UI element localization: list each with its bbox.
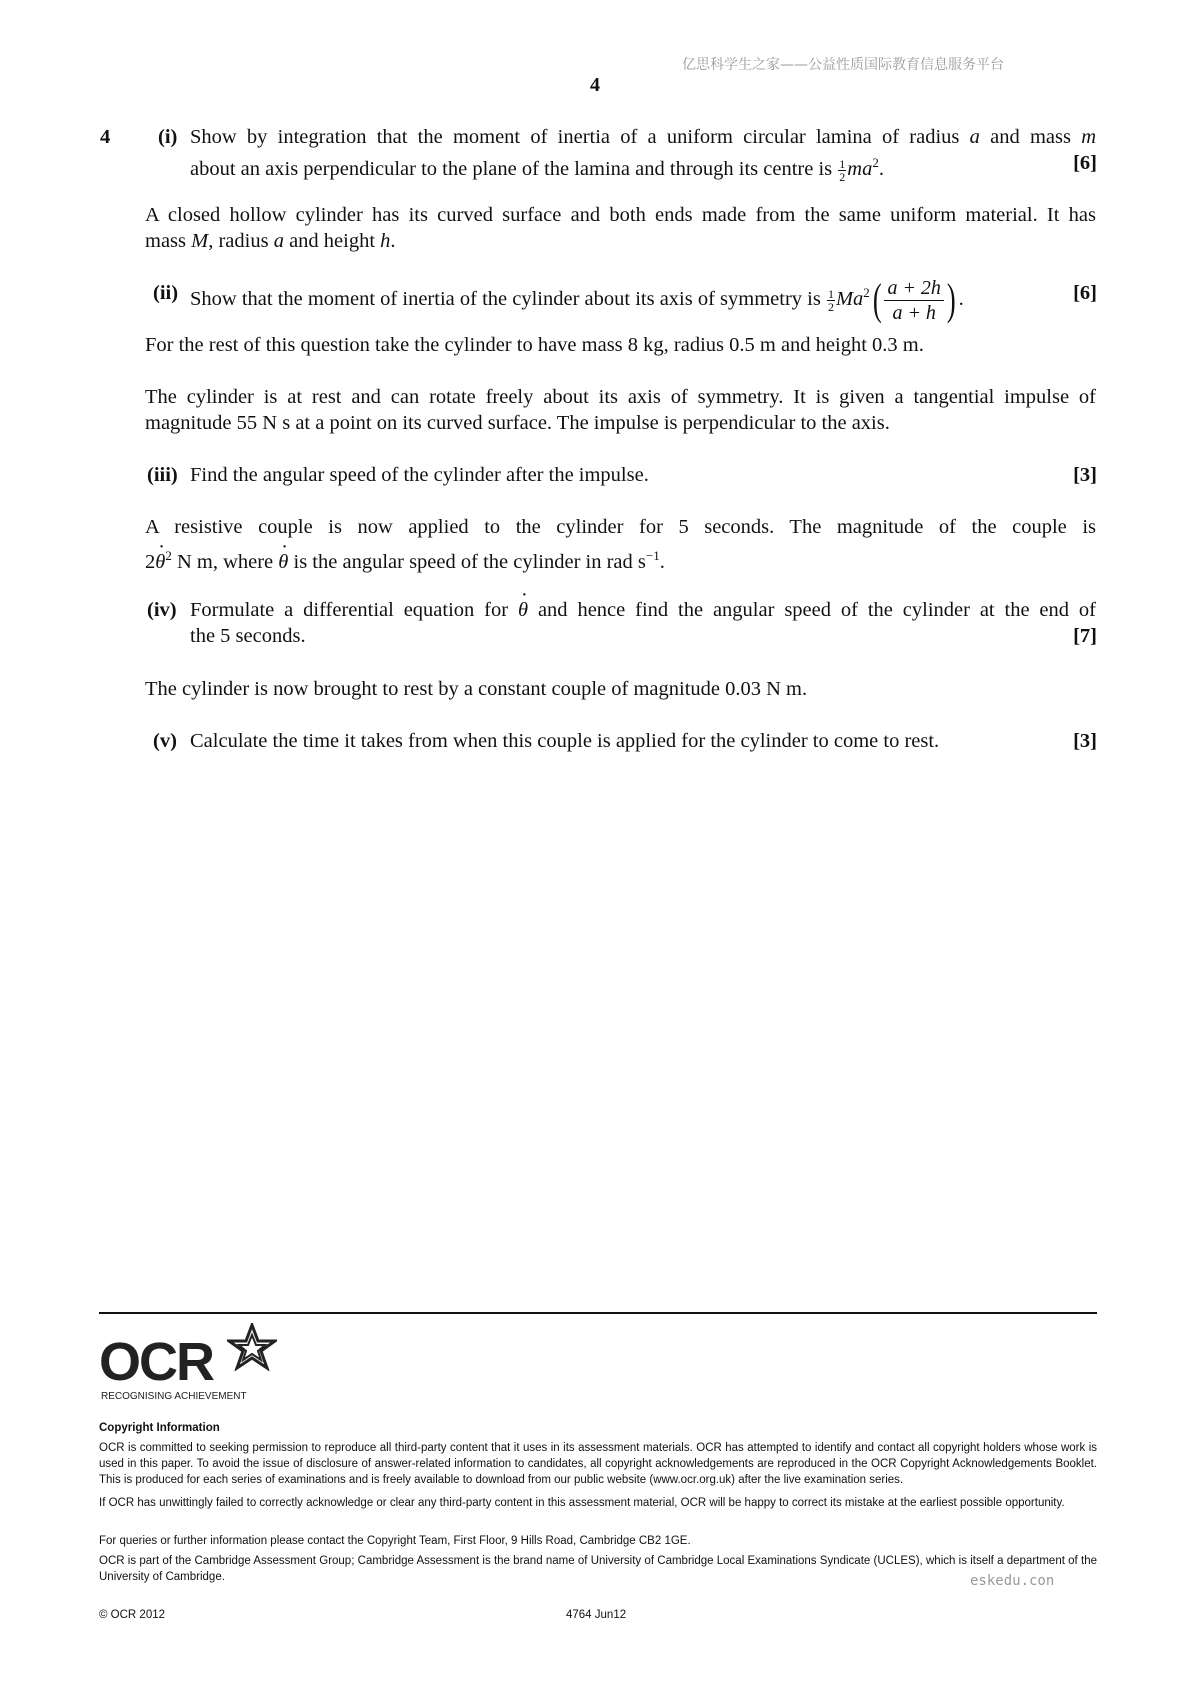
var-a: a bbox=[969, 126, 980, 148]
couple-mid: N m, where bbox=[176, 550, 274, 573]
brought-text: The cylinder is now brought to rest by a constant couple of magnitude 0.03 N m. bbox=[145, 678, 808, 700]
part-iv-line2: the 5 seconds. bbox=[190, 625, 306, 647]
couple-coef: 2 bbox=[145, 550, 156, 573]
and-mass: and mass bbox=[990, 126, 1071, 148]
fraction-half-2: $\frac{1}{2}$ bbox=[827, 286, 834, 314]
copyright-heading: Copyright Information bbox=[99, 1422, 220, 1434]
radius-text: , radius bbox=[208, 230, 269, 252]
part-ii-body: Show that the moment of inertia of the cylinder about its axis of symmetry is bbox=[190, 287, 821, 310]
footer-rule bbox=[99, 1312, 1097, 1314]
copyright-para-4: OCR is part of the Cambridge Assessment Group; Cambridge Assessment is the brand name of University of Cambridge Local Examinations Syndicate (UCLES), which is itself a department of the University of Cambridge. bbox=[99, 1555, 1097, 1583]
mass-text: mass bbox=[145, 230, 186, 252]
watermark-bottom: eskedu.con bbox=[970, 1573, 1055, 1589]
couple-end: is the angular speed of the cylinder in rad s bbox=[293, 550, 646, 573]
part-iii-marks: [3] bbox=[1073, 464, 1097, 486]
var-M: M bbox=[191, 230, 209, 252]
part-i-result: ma bbox=[847, 157, 873, 180]
right-paren: ) bbox=[946, 275, 956, 325]
part-ii-label: (ii) bbox=[153, 282, 179, 304]
ocr-logo bbox=[99, 1323, 279, 1403]
part-ii-marks: [6] bbox=[1073, 282, 1097, 304]
copyright-para-1: OCR is committed to seeking permission to reproduce all third-party content that it uses in its assessment materials. OCR has attempted to identify and contact all copyright holders whose work is used in this paper. To avoid the issue of disclosure of answer-related information to candidates, all copyright acknowledgements are reproduced in the OCR Copyright Acknowledgements Booklet. This is produced for each series of examinations and is freely available to download from our public website (www.ocr.org.uk) after the live examination series. bbox=[99, 1442, 1097, 1486]
part-i-line2: about an axis perpendicular to the plane of the lamina and through its centre is $\frac{1}{2}$ $ma^2$. bbox=[190, 155, 884, 184]
theta-dot: · θ bbox=[155, 549, 165, 575]
left-paren: ( bbox=[872, 275, 882, 325]
question-number: 4 bbox=[100, 126, 111, 148]
rest-text: For the rest of this question take the cylinder to have mass 8 kg, radius 0.5 m and height 0.3 m. bbox=[145, 334, 924, 356]
part-iv-marks: [7] bbox=[1073, 625, 1097, 647]
watermark-top: 亿思科学生之家——公益性质国际教育信息服务平台 bbox=[682, 57, 1004, 73]
part-v-marks: [3] bbox=[1073, 730, 1097, 752]
part-v-text: Calculate the time it takes from when this couple is applied for the cylinder to come to rest. bbox=[190, 730, 940, 752]
part-i-marks: [6] bbox=[1073, 152, 1097, 174]
part-iv-line1 bbox=[190, 597, 1096, 623]
ocr-tagline: RECOGNISING ACHIEVEMENT bbox=[101, 1391, 247, 1402]
ratio-fraction bbox=[884, 276, 944, 325]
page-number: 4 bbox=[590, 74, 600, 96]
copyright-para-2: If OCR has unwittingly failed to correctly acknowledge or clear any third-party content in this assessment material, OCR will be happy to correct its mistake at the earliest possible opportunity. bbox=[99, 1497, 1065, 1509]
denominator: a + h bbox=[892, 301, 936, 324]
part-iv-label: (iv) bbox=[147, 599, 177, 621]
part-iv-text-a: Formulate a differential equation for bbox=[190, 599, 509, 621]
impulse-line2: magnitude 55 N s at a point on its curved surface. The impulse is perpendicular to the axis. bbox=[145, 412, 890, 434]
var-h: h bbox=[380, 230, 391, 252]
part-i-label: (i) bbox=[158, 126, 178, 148]
theta-dot-2: · θ bbox=[278, 549, 288, 575]
numerator: a + 2h bbox=[884, 276, 944, 301]
part-i-line1 bbox=[190, 124, 1096, 150]
copyright-para-3: For queries or further information please contact the Copyright Team, First Floor, 9 Hills Road, Cambridge CB2 1GE. bbox=[99, 1535, 691, 1547]
var-m: m bbox=[1081, 126, 1096, 148]
part-ii-text: Show that the moment of inertia of the cylinder about its axis of symmetry is $\frac{1}{2}$ Ma$^2$( $\frac{a + 2h}{a + h}$ ) . bbox=[190, 275, 964, 325]
part-i-text: Show by integration that the moment of inertia of a uniform circular lamina of radius bbox=[190, 126, 960, 148]
part-v-label: (v) bbox=[153, 730, 177, 752]
part-iv-text-b: and hence find the angular speed of the cylinder at the end of bbox=[537, 599, 1096, 621]
copyright-year: © OCR 2012 bbox=[99, 1609, 166, 1621]
ocr-logo-text: OCR bbox=[99, 1332, 213, 1392]
part-iii-text: Find the angular speed of the cylinder after the impulse. bbox=[190, 464, 649, 486]
part-i-text-2: about an axis perpendicular to the plane of the lamina and through its centre is bbox=[190, 157, 833, 180]
theta-dot-3: · θ bbox=[518, 597, 528, 623]
part-iii-label: (iii) bbox=[147, 464, 178, 486]
star-icon bbox=[227, 1323, 277, 1371]
exponent: −1 bbox=[645, 548, 660, 563]
cylinder-intro-line1: A closed hollow cylinder has its curved surface and both ends made from the same uniform material. It has bbox=[145, 204, 1096, 226]
fraction-half: $\frac{1}{2}$ bbox=[839, 156, 846, 184]
cylinder-intro-line2: mass M, radius a and height h. bbox=[145, 230, 396, 252]
couple-line2: $2\cdot \theta^2$ N m, where · θ is the angular speed of the cylinder in rad $s^{-1}$. bbox=[145, 543, 665, 575]
impulse-line1: The cylinder is at rest and can rotate freely about its axis of symmetry. It is given a tangential impulse of bbox=[145, 386, 1096, 408]
var-a-2: a bbox=[273, 230, 284, 252]
Ma: Ma bbox=[835, 287, 864, 310]
height-text: and height bbox=[289, 230, 376, 252]
paper-code: 4764 Jun12 bbox=[566, 1609, 627, 1621]
couple-line1: A resistive couple is now applied to the cylinder for 5 seconds. The magnitude of the couple is bbox=[145, 516, 1096, 538]
